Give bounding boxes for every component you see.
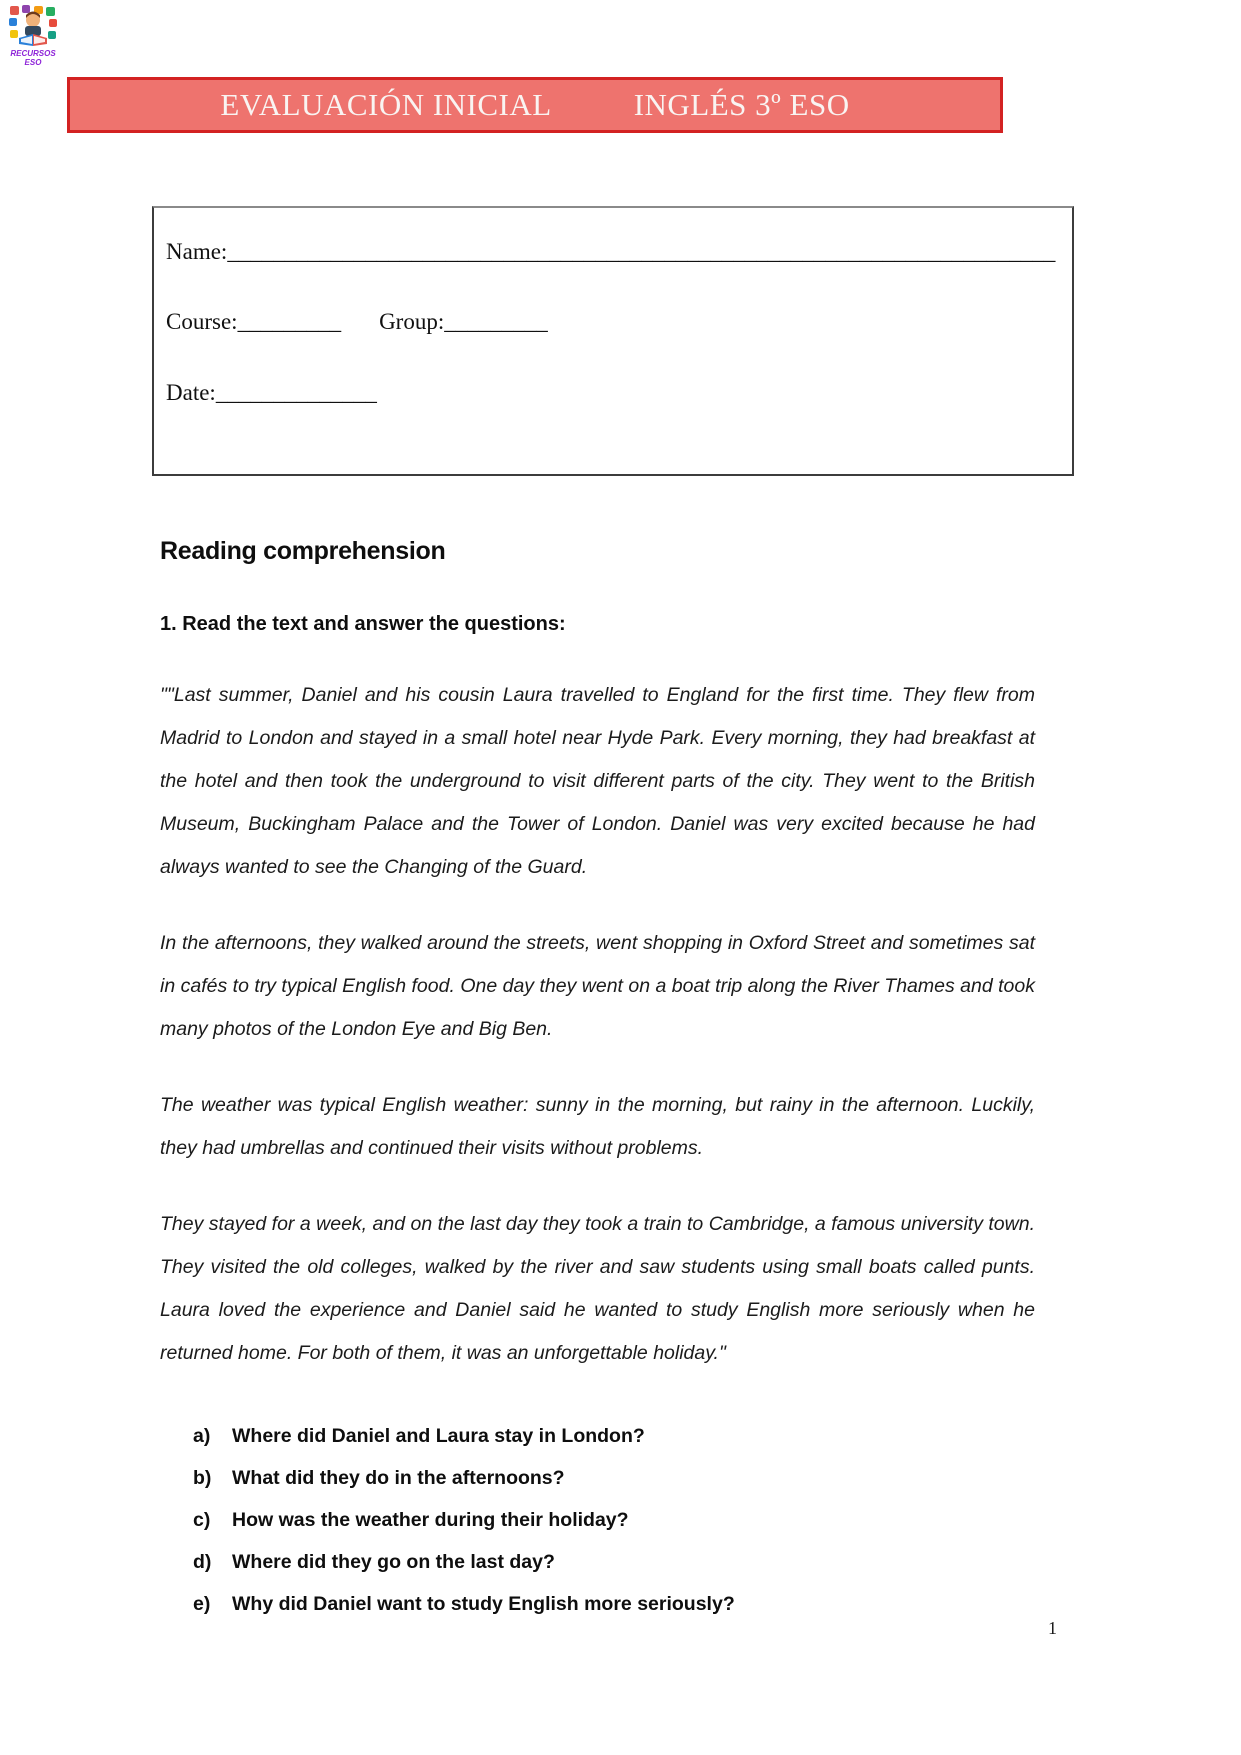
logo-text-line2: ESO	[24, 58, 42, 66]
logo-text-line1: RECURSOS	[10, 49, 56, 58]
question-b-text: What did they do in the afternoons?	[232, 1467, 565, 1489]
recursos-eso-logo-image	[8, 4, 58, 66]
page-number: 1	[1048, 1618, 1057, 1638]
question-e-letter: e)	[193, 1593, 211, 1615]
reading-passage	[160, 674, 1035, 1375]
date-row	[166, 379, 1060, 407]
date-blank-line: ______________	[215, 380, 377, 405]
main-content	[160, 537, 1035, 1625]
exercise-instruction: 1. Read the text and answer the questions:	[160, 613, 566, 635]
question-d-text: Where did they go on the last day?	[232, 1551, 555, 1573]
name-blank-line: ________________________________________________________________________	[227, 239, 1056, 264]
reading-paragraph-1: ""Last summer, Daniel and his cousin Laura travelled to England for the first time. They flew from Madrid to London and stayed in a small hotel near Hyde Park. Every morning, they had breakfast at the hotel and then took the underground to visit different parts of the city. They went to the British Museum, Buckingham Palace and the Tower of London. Daniel was very excited because he had always wanted to see the Changing of the Guard.	[160, 684, 1035, 878]
question-d-letter: d)	[193, 1551, 212, 1573]
group-label: Group:	[379, 309, 445, 334]
question-b-letter: b)	[193, 1467, 212, 1489]
question-list	[160, 1415, 1035, 1625]
reading-paragraph-3: The weather was typical English weather: sunny in the morning, but rainy in the afternoon. Luckily, they had umbrellas and continued their visits without problems.	[160, 1094, 1035, 1159]
question-c	[193, 1499, 1035, 1541]
question-c-letter: c)	[193, 1509, 211, 1531]
question-e	[193, 1583, 1035, 1625]
question-a	[193, 1415, 1035, 1457]
question-a-text: Where did Daniel and Laura stay in London?	[232, 1425, 645, 1447]
reading-paragraph-2: In the afternoons, they walked around the streets, went shopping in Oxford Street and sometimes sat in cafés to try typical English food. One day they went on a boat trip along the River Thames and took many photos of the London Eye and Big Ben.	[160, 932, 1035, 1040]
student-info-box	[152, 206, 1074, 476]
course-label: Course:	[166, 309, 238, 334]
name-label: Name:	[166, 239, 228, 264]
banner-title-ingles: INGLÉS 3º ESO	[633, 87, 850, 122]
question-e-text: Why did Daniel want to study English more seriously?	[232, 1593, 735, 1615]
banner-title-evaluacion: EVALUACIÓN INICIAL	[220, 87, 552, 122]
course-blank-line: _________	[237, 309, 342, 334]
title-banner	[67, 77, 1003, 133]
group-blank-line: _________	[444, 309, 548, 334]
recursos-eso-logo	[8, 4, 58, 66]
reading-paragraph-4: They stayed for a week, and on the last day they took a train to Cambridge, a famous university town. They visited the old colleges, walked by the river and saw students using small boats called punts. Laura loved the experience and Daniel said he wanted to study English more seriously when he returned home. For both of them, it was an unforgettable holiday."	[160, 1213, 1035, 1364]
name-row	[166, 238, 1060, 266]
question-a-letter: a)	[193, 1425, 211, 1447]
question-c-text: How was the weather during their holiday?	[232, 1509, 629, 1531]
question-d	[193, 1541, 1035, 1583]
date-label: Date:	[166, 380, 216, 405]
course-group-row	[166, 308, 1060, 336]
section-title: Reading comprehension	[160, 537, 446, 565]
question-b	[193, 1457, 1035, 1499]
